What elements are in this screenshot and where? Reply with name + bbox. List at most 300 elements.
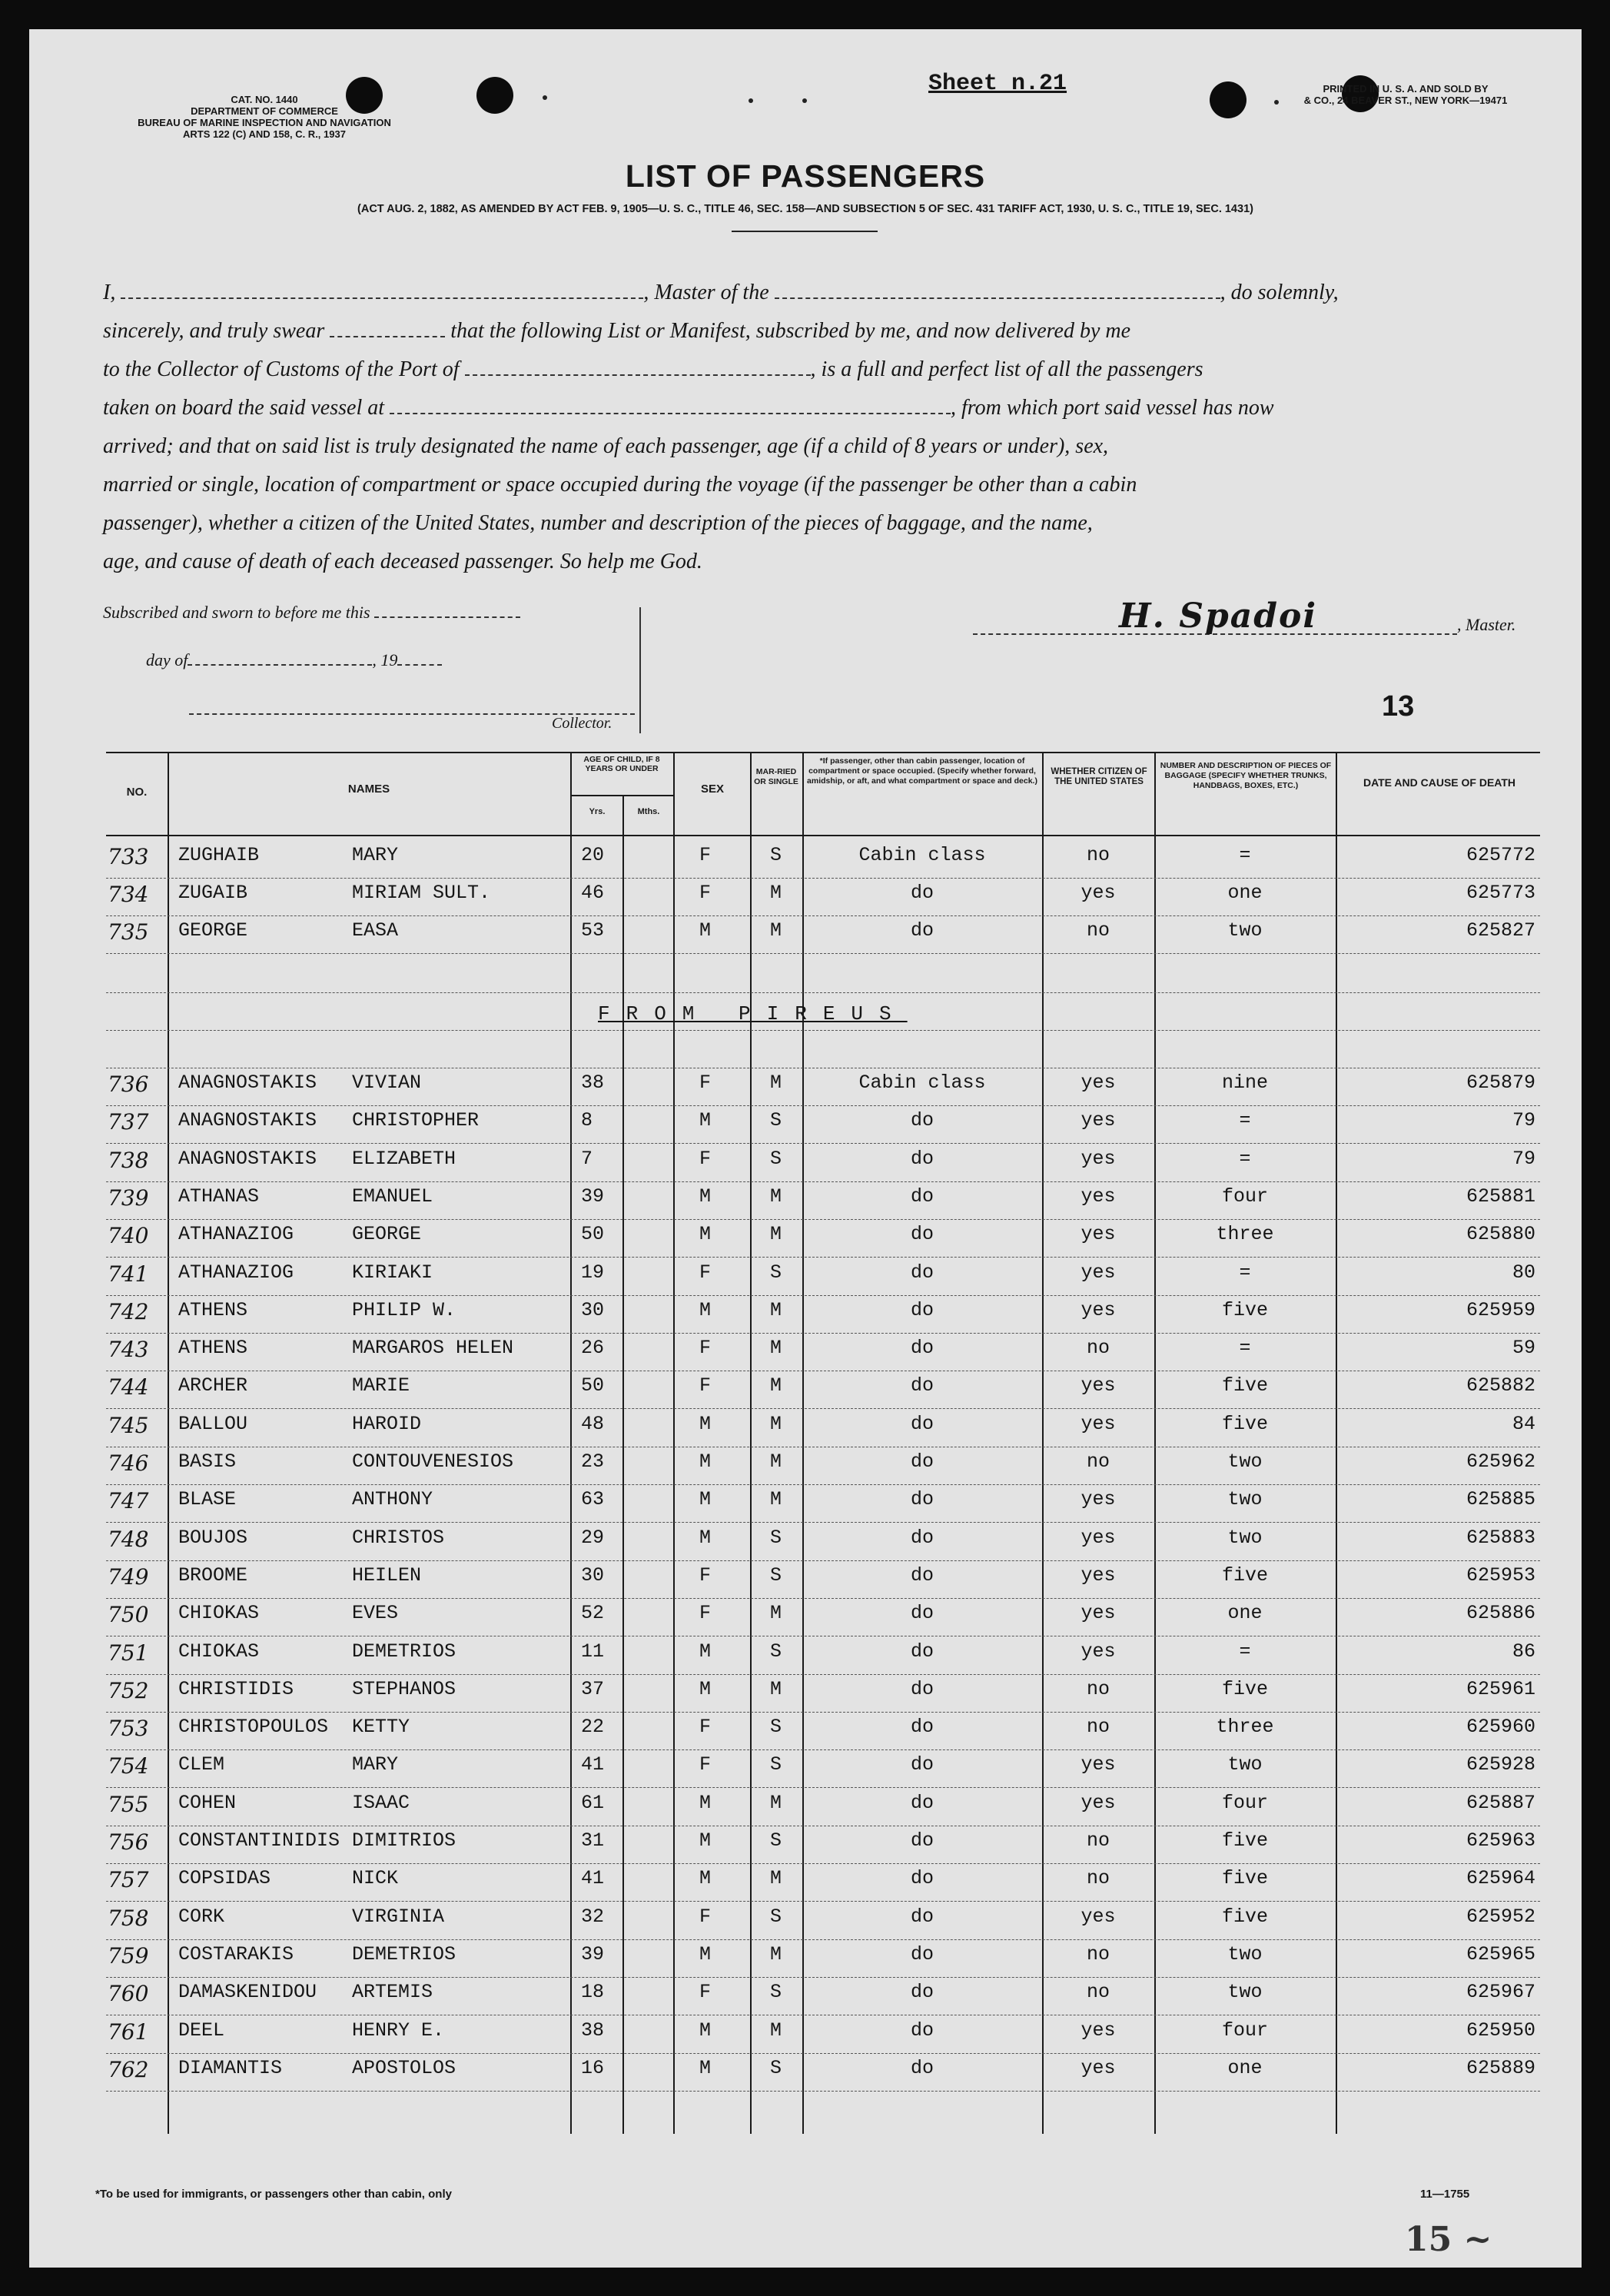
age: 41: [581, 1867, 605, 1890]
row-number: 739: [108, 1185, 149, 1211]
location: do: [910, 1563, 934, 1587]
age: 52: [581, 1602, 605, 1625]
given-name: VIVIAN: [352, 1072, 422, 1094]
surname: ATHANAS: [178, 1185, 260, 1208]
married-single: M: [770, 1942, 782, 1965]
location: do: [910, 1526, 934, 1549]
sex: F: [699, 1602, 712, 1625]
married-single: M: [770, 1298, 782, 1321]
sex: M: [699, 1526, 712, 1549]
row-number: 762: [108, 2056, 149, 2082]
sheet-number: Sheet n.21: [928, 71, 1067, 97]
blank-row: [106, 954, 1540, 993]
married-single: M: [770, 1185, 782, 1208]
row-number: 759: [108, 1942, 149, 1969]
location: Cabin class: [858, 1072, 986, 1094]
location: do: [910, 1716, 934, 1739]
location: do: [910, 1677, 934, 1700]
table-row: [106, 915, 1540, 954]
col-header-location: *If passenger, other than cabin passenger, location of compartment or space occupied. (Specify whether forward, amidship, or aft, and what compartment or space and deck.): [807, 756, 1037, 786]
sex: F: [699, 1905, 712, 1928]
given-name: MARY: [352, 1753, 399, 1776]
surname: COPSIDAS: [178, 1867, 271, 1890]
col-header-married: MAR-RIED OR SINGLE: [754, 767, 798, 786]
baggage: two: [1227, 1450, 1263, 1473]
location: do: [910, 882, 934, 904]
age: 41: [581, 1753, 605, 1776]
location: do: [910, 1753, 934, 1776]
married-single: S: [770, 1563, 782, 1587]
given-name: DIMITRIOS: [352, 1829, 456, 1852]
age: 23: [581, 1450, 605, 1473]
age: 22: [581, 1716, 605, 1739]
col-header-yrs: Yrs.: [589, 807, 606, 816]
day-of-line: [146, 650, 442, 670]
surname: DAMASKENIDOU: [178, 1981, 317, 2004]
location: do: [910, 1147, 934, 1170]
collector-label: Collector.: [552, 715, 612, 732]
oath-swear: sincerely, and truly swear: [103, 319, 325, 343]
surname: COSTARAKIS: [178, 1942, 294, 1965]
reference-number: 625773: [1466, 882, 1535, 904]
col-header-age: AGE OF CHILD, IF 8 YEARS OR UNDER: [583, 755, 660, 773]
married-single: S: [770, 1905, 782, 1928]
baggage: nine: [1221, 1072, 1268, 1094]
married-single: M: [770, 1223, 782, 1246]
location: do: [910, 1905, 934, 1928]
table-top-rule: [106, 752, 1540, 753]
table-row: [106, 1636, 1540, 1675]
sex: F: [699, 1981, 712, 2004]
citizen: yes: [1081, 1905, 1116, 1928]
act-citation: (ACT AUG. 2, 1882, AS AMENDED BY ACT FEB. 9, 1905—U. S. C., TITLE 46, SEC. 158—AND SUBSECTION 5 OF SEC. 431 TARIFF ACT, 1930, U. S. C., TITLE 19, SEC. 1431): [357, 203, 1253, 215]
surname: CONSTANTINIDIS: [178, 1829, 340, 1852]
table-row: [106, 1257, 1540, 1296]
age: 19: [581, 1261, 605, 1284]
form-header: [72, 94, 456, 140]
baggage: two: [1227, 1488, 1263, 1511]
baggage: five: [1221, 1829, 1268, 1852]
surname: BALLOU: [178, 1412, 248, 1435]
location: do: [910, 1261, 934, 1284]
baggage: =: [1239, 1109, 1251, 1132]
table-header-rule: [106, 835, 1540, 836]
married-single: S: [770, 1261, 782, 1284]
oath-i: I,: [103, 281, 116, 304]
table-row: [106, 1787, 1540, 1826]
citizen: yes: [1081, 1412, 1116, 1435]
age: 37: [581, 1677, 605, 1700]
age: 63: [581, 1488, 605, 1511]
citizen: yes: [1081, 1791, 1116, 1814]
oath-line-6: married or single, location of compartment or space occupied during the voyage (if the passenger be other than a cabin: [103, 473, 1137, 497]
citizen: no: [1086, 1716, 1110, 1739]
reference-number: 625880: [1466, 1223, 1535, 1246]
given-name: ISAAC: [352, 1791, 410, 1814]
given-name: MARY: [352, 844, 399, 866]
surname: DIAMANTIS: [178, 2056, 283, 2079]
citizen: yes: [1081, 1563, 1116, 1587]
reference-number: 625964: [1466, 1867, 1535, 1890]
age: 48: [581, 1412, 605, 1435]
baggage: one: [1227, 1602, 1263, 1625]
form-code: 11—1755: [1420, 2188, 1470, 2201]
given-name: KETTY: [352, 1716, 410, 1739]
oath-line-5: arrived; and that on said list is truly designated the name of each passenger, age (if a child of 8 years or under), sex,: [103, 434, 1109, 458]
baggage: two: [1227, 919, 1263, 942]
married-single: M: [770, 882, 782, 904]
sex: F: [699, 1563, 712, 1587]
surname: ARCHER: [178, 1374, 248, 1397]
table-row: [106, 1294, 1540, 1334]
location: do: [910, 1829, 934, 1852]
citizen: yes: [1081, 1488, 1116, 1511]
given-name: MIRIAM SULT.: [352, 882, 491, 904]
sex: M: [699, 1867, 712, 1890]
baggage: five: [1221, 1905, 1268, 1928]
table-row: [106, 839, 1540, 879]
row-number: 743: [108, 1337, 149, 1363]
col-header-baggage: NUMBER AND DESCRIPTION OF PIECES OF BAGGAGE (SPECIFY WHETHER TRUNKS, HANDBAGS, BOXES, ETC.): [1160, 761, 1332, 790]
given-name: ANTHONY: [352, 1488, 433, 1511]
location: do: [910, 1942, 934, 1965]
location: do: [910, 1109, 934, 1132]
age: 26: [581, 1337, 605, 1360]
married-single: M: [770, 1602, 782, 1625]
given-name: HAROID: [352, 1412, 422, 1435]
surname: BOUJOS: [178, 1526, 248, 1549]
citizen: yes: [1081, 1261, 1116, 1284]
age: 7: [581, 1147, 593, 1170]
citizen: yes: [1081, 2019, 1116, 2042]
row-number: 752: [108, 1677, 149, 1703]
row-number: 741: [108, 1261, 149, 1287]
sex: M: [699, 1412, 712, 1435]
oath-manifest-text: that the following List or Manifest, subscribed by me, and now delivered by me: [450, 319, 1131, 343]
baggage: =: [1239, 1261, 1251, 1284]
table-row: [106, 877, 1540, 916]
sex: M: [699, 1640, 712, 1663]
row-number: 744: [108, 1374, 149, 1401]
baggage: one: [1227, 2056, 1263, 2079]
baggage: =: [1239, 1147, 1251, 1170]
sex: M: [699, 1942, 712, 1965]
married-single: S: [770, 1981, 782, 2004]
age: 50: [581, 1374, 605, 1397]
citizen: yes: [1081, 1185, 1116, 1208]
margin-dot: [749, 98, 753, 103]
table-row: [106, 1218, 1540, 1258]
row-number: 746: [108, 1450, 149, 1476]
margin-dot: [543, 95, 547, 100]
sex: M: [699, 1488, 712, 1511]
given-name: GEORGE: [352, 1223, 422, 1246]
reference-number: 625952: [1466, 1905, 1535, 1928]
reference-number: 79: [1512, 1147, 1535, 1170]
row-number: 753: [108, 1716, 149, 1742]
reference-number: 625886: [1466, 1602, 1535, 1625]
subscribed-label: Subscribed and sworn to before me this: [103, 603, 370, 622]
table-row: [106, 1825, 1540, 1864]
citizen: no: [1086, 1450, 1110, 1473]
cat-number: CAT. NO. 1440: [231, 94, 298, 105]
oath-line-3: [103, 357, 1548, 383]
surname: ANAGNOSTAKIS: [178, 1147, 317, 1170]
age: 39: [581, 1942, 605, 1965]
printer-credit: [1248, 83, 1563, 106]
row-number: 738: [108, 1147, 149, 1173]
reference-number: 625879: [1466, 1072, 1535, 1094]
row-number: 760: [108, 1981, 149, 2007]
punch-hole: [1210, 81, 1247, 118]
location: do: [910, 1412, 934, 1435]
location: do: [910, 2019, 934, 2042]
row-number: 749: [108, 1563, 149, 1590]
married-single: S: [770, 1716, 782, 1739]
sex: M: [699, 2019, 712, 2042]
given-name: CHRISTOPHER: [352, 1109, 480, 1132]
location: do: [910, 1602, 934, 1625]
reference-number: 625960: [1466, 1716, 1535, 1739]
sex: F: [699, 1337, 712, 1360]
page-title: LIST OF PASSENGERS: [625, 158, 986, 194]
reference-number: 625827: [1466, 919, 1535, 942]
reference-number: 625967: [1466, 1981, 1535, 2004]
surname: ATHENS: [178, 1337, 248, 1360]
age: 38: [581, 1072, 605, 1094]
given-name: PHILIP W.: [352, 1298, 456, 1321]
age: 8: [581, 1109, 593, 1132]
citizen: no: [1086, 1942, 1110, 1965]
baggage: three: [1216, 1223, 1274, 1246]
sex: M: [699, 1677, 712, 1700]
baggage: four: [1221, 2019, 1268, 2042]
age: 30: [581, 1298, 605, 1321]
given-name: HENRY E.: [352, 2019, 445, 2042]
punch-hole: [476, 77, 513, 114]
surname: DEEL: [178, 2019, 225, 2042]
married-single: S: [770, 2056, 782, 2079]
baggage: =: [1239, 1337, 1251, 1360]
age: 38: [581, 2019, 605, 2042]
reference-number: 625889: [1466, 2056, 1535, 2079]
corner-mark: 15 ~: [1405, 2220, 1492, 2259]
row-number: 733: [108, 844, 149, 869]
age: 39: [581, 1185, 605, 1208]
manifest-sheet: [29, 29, 1582, 2268]
table-row: [106, 1105, 1540, 1144]
reference-number: 625963: [1466, 1829, 1535, 1852]
sex: M: [699, 1829, 712, 1852]
surname: CLEM: [178, 1753, 225, 1776]
col-header-sex: SEX: [700, 783, 724, 796]
surname: ATHANAZIOG: [178, 1261, 294, 1284]
surname: BROOME: [178, 1563, 248, 1587]
location: do: [910, 1223, 934, 1246]
sex: F: [699, 844, 712, 866]
age: 61: [581, 1791, 605, 1814]
location: do: [910, 1185, 934, 1208]
surname: COHEN: [178, 1791, 237, 1814]
age: 32: [581, 1905, 605, 1928]
table-row: [106, 1067, 1540, 1106]
age: 20: [581, 844, 605, 866]
reference-number: 625962: [1466, 1450, 1535, 1473]
row-number: 745: [108, 1412, 149, 1438]
department-name: DEPARTMENT OF COMMERCE: [191, 105, 338, 117]
surname: BLASE: [178, 1488, 237, 1511]
oath-arrived-from: , from which port said vessel has now: [951, 396, 1274, 420]
married-single: S: [770, 1640, 782, 1663]
baggage: five: [1221, 1867, 1268, 1890]
table-row: [106, 1901, 1540, 1940]
baggage: five: [1221, 1298, 1268, 1321]
location: do: [910, 919, 934, 942]
baggage: five: [1221, 1374, 1268, 1397]
citizen: no: [1086, 1981, 1110, 2004]
given-name: MARIE: [352, 1374, 410, 1397]
sex: M: [699, 1185, 712, 1208]
married-single: M: [770, 1488, 782, 1511]
surname: CHRISTOPOULOS: [178, 1716, 329, 1739]
given-name: ARTEMIS: [352, 1981, 433, 2004]
oath-solemnly: , do solemnly,: [1220, 281, 1339, 304]
married-single: M: [770, 1677, 782, 1700]
day-of-label: day of: [146, 650, 188, 670]
location: do: [910, 1298, 934, 1321]
sex: F: [699, 1716, 712, 1739]
sex: F: [699, 1753, 712, 1776]
row-number: 740: [108, 1223, 149, 1249]
master-signature: H. Spadoi: [1119, 596, 1318, 636]
oath-line-2: [103, 318, 1548, 344]
oath-line-8: age, and cause of death of each deceased passenger. So help me God.: [103, 550, 702, 573]
surname: ZUGAIB: [178, 882, 248, 904]
married-single: M: [770, 919, 782, 942]
married-single: S: [770, 1753, 782, 1776]
age: 53: [581, 919, 605, 942]
col-header-death: DATE AND CAUSE OF DEATH: [1363, 776, 1516, 789]
arts-reference: ARTS 122 (C) AND 158, C. R., 1937: [183, 128, 346, 140]
reference-number: 625950: [1466, 2019, 1535, 2042]
sex: M: [699, 1298, 712, 1321]
year-prefix: , 19: [372, 650, 398, 670]
married-single: S: [770, 844, 782, 866]
oath-full-list: , is a full and perfect list of all the passengers: [810, 357, 1203, 381]
reference-number: 86: [1512, 1640, 1535, 1663]
row-number: 755: [108, 1791, 149, 1817]
oath-line-1: [103, 280, 1548, 306]
surname: ZUGHAIB: [178, 844, 260, 866]
baggage: two: [1227, 1981, 1263, 2004]
baggage: five: [1221, 1563, 1268, 1587]
citizen: yes: [1081, 1374, 1116, 1397]
printer-line-2: & CO., 24 BEAVER ST., NEW YORK—19471: [1303, 95, 1508, 106]
location: do: [910, 1791, 934, 1814]
citizen: no: [1086, 1677, 1110, 1700]
sex: F: [699, 1261, 712, 1284]
location: do: [910, 1640, 934, 1663]
given-name: STEPHANOS: [352, 1677, 456, 1700]
location: do: [910, 1337, 934, 1360]
citizen: no: [1086, 919, 1110, 942]
sex: M: [699, 1223, 712, 1246]
sex: M: [699, 2056, 712, 2079]
citizen: yes: [1081, 1109, 1116, 1132]
citizen: yes: [1081, 882, 1116, 904]
table-row: [106, 2015, 1540, 2054]
baggage: two: [1227, 1942, 1263, 1965]
oath-line-4: [103, 395, 1548, 421]
sex: F: [699, 1374, 712, 1397]
table-row: [106, 1181, 1540, 1220]
reference-number: 625953: [1466, 1563, 1535, 1587]
given-name: HEILEN: [352, 1563, 422, 1587]
reference-number: 59: [1512, 1337, 1535, 1360]
col-header-names: NAMES: [347, 783, 390, 796]
baggage: five: [1221, 1677, 1268, 1700]
location: do: [910, 1374, 934, 1397]
age: 11: [581, 1640, 605, 1663]
table-row: [106, 1446, 1540, 1485]
row-number: 747: [108, 1488, 149, 1514]
given-name: EVES: [352, 1602, 399, 1625]
oath-master-of: , Master of the: [643, 281, 769, 304]
married-single: S: [770, 1147, 782, 1170]
row-number: 758: [108, 1905, 149, 1931]
age: 16: [581, 2056, 605, 2079]
row-number: 736: [108, 1072, 149, 1097]
given-name: NICK: [352, 1867, 399, 1890]
row-number: 761: [108, 2019, 149, 2045]
married-single: M: [770, 1791, 782, 1814]
table-row: [106, 1673, 1540, 1713]
given-name: EASA: [352, 919, 399, 942]
sex: M: [699, 1450, 712, 1473]
given-name: DEMETRIOS: [352, 1640, 456, 1663]
baggage: four: [1221, 1185, 1268, 1208]
subscribed-bracket: [639, 607, 641, 733]
table-row: [106, 1862, 1540, 1902]
citizen: yes: [1081, 1072, 1116, 1094]
citizen: yes: [1081, 1640, 1116, 1663]
oath-taken-on-board: taken on board the said vessel at: [103, 396, 385, 420]
row-number: 748: [108, 1526, 149, 1552]
citizen: yes: [1081, 2056, 1116, 2079]
oath-port-text: to the Collector of Customs of the Port of: [103, 357, 460, 381]
baggage: four: [1221, 1791, 1268, 1814]
baggage: =: [1239, 844, 1251, 866]
page-number: 13: [1382, 690, 1415, 723]
married-single: M: [770, 1867, 782, 1890]
surname: BASIS: [178, 1450, 237, 1473]
given-name: VIRGINIA: [352, 1905, 445, 1928]
section-heading-from-pireus: FROM PIREUS: [598, 1002, 908, 1025]
given-name: MARGAROS HELEN: [352, 1337, 514, 1360]
row-number: 751: [108, 1640, 149, 1666]
table-row: [106, 1560, 1540, 1599]
location: do: [910, 2056, 934, 2079]
reference-number: 625887: [1466, 1791, 1535, 1814]
married-single: S: [770, 1829, 782, 1852]
row-number: 735: [108, 919, 149, 945]
surname: CHIOKAS: [178, 1602, 260, 1625]
given-name: EMANUEL: [352, 1185, 433, 1208]
row-number: 734: [108, 882, 149, 907]
age: 31: [581, 1829, 605, 1852]
citizen: yes: [1081, 1147, 1116, 1170]
age: 30: [581, 1563, 605, 1587]
